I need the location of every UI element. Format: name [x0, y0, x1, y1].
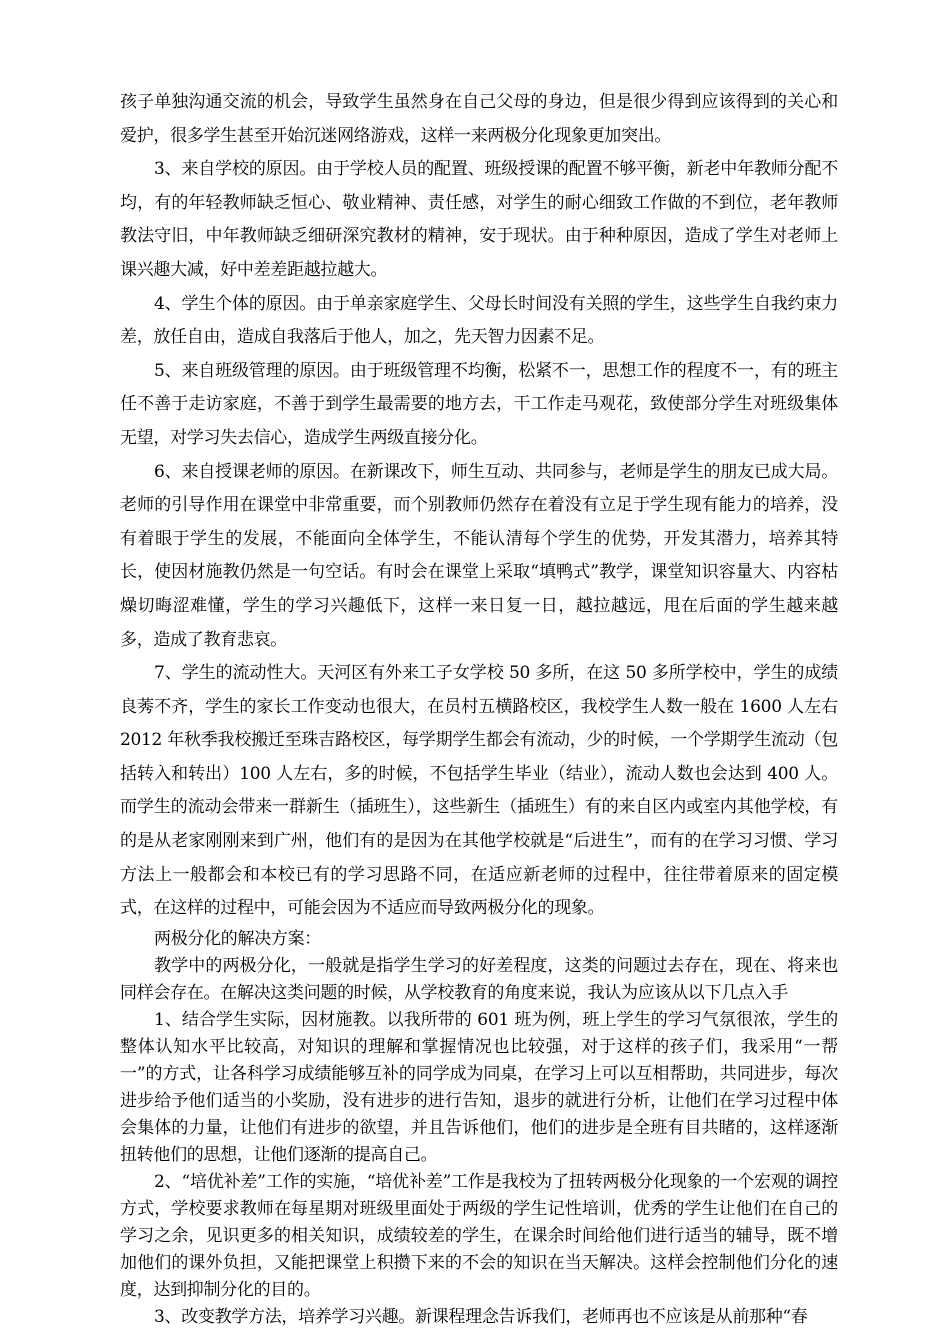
paragraph: 6、来自授课老师的原因。在新课改下，师生互动、共同参与，老师是学生的朋友已成大局。老师的引导作用在课堂中非常重要，而个别教师仍然存在着没有立足于学生现有能力的培养，没有着眼于学生的发展，不能面向全体学生，不能认清每个学生的优势，开发其潜力，培养其特长，使因材施教仍然是一句空话。有时会在课堂上采取“填鸭式”教学，课堂知识容量大、内容枯燥切晦涩难懂，学生的学习兴趣低下，这样一来日复一日，越拉越远，甩在后面的学生越来越多，造成了教育悲哀。	[120, 461, 838, 650]
paragraph: 孩子单独沟通交流的机会，导致学生虽然身在自己父母的身边，但是很少得到应该得到的关心和爱护，很多学生甚至开始沉迷网络游戏，这样一来两极分化现象更加突出。	[120, 92, 838, 146]
section-solutions	[120, 926, 838, 1331]
section-heading: 两极分化的解决方案：	[154, 928, 321, 949]
document-body	[120, 86, 838, 1331]
paragraph: 1、结合学生实际，因材施教。以我所带的 601 班为例，班上学生的学习气氛很浓，学生的整体认知水平比较高，对知识的理解和掌握情况也比较强，对于这样的孩子们，我采用“一帮一”的方式，让各科学习成绩能够互补的同学成为同桌，在学习上可以互相帮助，共同进步，每次进步给予他们适当的小奖励，没有进步的进行告知，退步的就进行分析，让他们在学习过程中体会集体的力量，让他们有进步的欲望，并且告诉他们，他们的进步是全班有目共睹的，这样逐渐扭转他们的思想，让他们逐渐的提高自己。	[120, 1009, 838, 1165]
paragraph: 4、学生个体的原因。由于单亲家庭学生、父母长时间没有关照的学生，这些学生自我约束力差，放任自由，造成自我落后于他人，加之，先天智力因素不足。	[120, 293, 838, 348]
section-causes	[120, 86, 838, 926]
paragraph: 3、来自学校的原因。由于学校人员的配置、班级授课的配置不够平衡，新老中年教师分配不均，有的年轻教师缺乏恒心、敬业精神、责任感，对学生的耐心细致工作做的不到位，老年教师教法守旧，中年教师缺乏细研深究教材的精神，安于现状。由于种种原因，造成了学生对老师上课兴趣大减，好中差差距越拉越大。	[120, 159, 838, 280]
paragraph: 教学中的两极分化，一般就是指学生学习的好差程度，这类的问题过去存在，现在、将来也同样会存在。在解决这类问题的时候，从学校教育的角度来说，我认为应该从以下几点入手	[120, 955, 838, 1003]
paragraph: 5、来自班级管理的原因。由于班级管理不均衡，松紧不一，思想工作的程度不一，有的班主任不善于走访家庭，不善于到学生最需要的地方去，干工作走马观花，致使部分学生对班级集体无望，对学习失去信心，造成学生两级直接分化。	[120, 360, 838, 448]
paragraph: 3、改变教学方法，培养学习兴趣。新课程理念告诉我们，老师再也不应该是从前那种“春	[154, 1306, 808, 1327]
paragraph: 7、学生的流动性大。天河区有外来工子女学校 50 多所，在这 50 多所学校中，学生的成绩良莠不齐，学生的家长工作变动也很大，在员村五横路校区，我校学生人数一般在 1600 人左右 2012 年秋季我校搬迁至珠吉路校区，每学期学生都会有流动，少的时候，一个学期学生流动（包括转入和转出）100 人左右，多的时候，不包括学生毕业（结业），流动人数也会达到 400 人。而学生的流动会带来一群新生（插班生），这些新生（插班生）有的来自区内或室内其他学校，有的是从老家刚刚来到广州，他们有的是因为在其他学校就是“后进生”，而有的在学习习惯、学习方法上一般都会和本校已有的学习思路不同，在适应新老师的过程中，往往带着原来的固定模式，在这样的过程中，可能会因为不适应而导致两极分化的现象。	[120, 663, 838, 919]
paragraph: 2、“培优补差”工作的实施，“培优补差”工作是我校为了扭转两极分化现象的一个宏观的调控方式，学校要求教师在每星期对班级里面处于两级的学生记性培训，优秀的学生让他们在自己的学习之余，见识更多的相关知识，成绩较差的学生，在课余时间给他们进行适当的辅导，既不增加他们的课外负担，又能把课堂上积攒下来的不会的知识在当天解决。这样会控制他们分化的速度，达到抑制分化的目的。	[120, 1171, 838, 1300]
